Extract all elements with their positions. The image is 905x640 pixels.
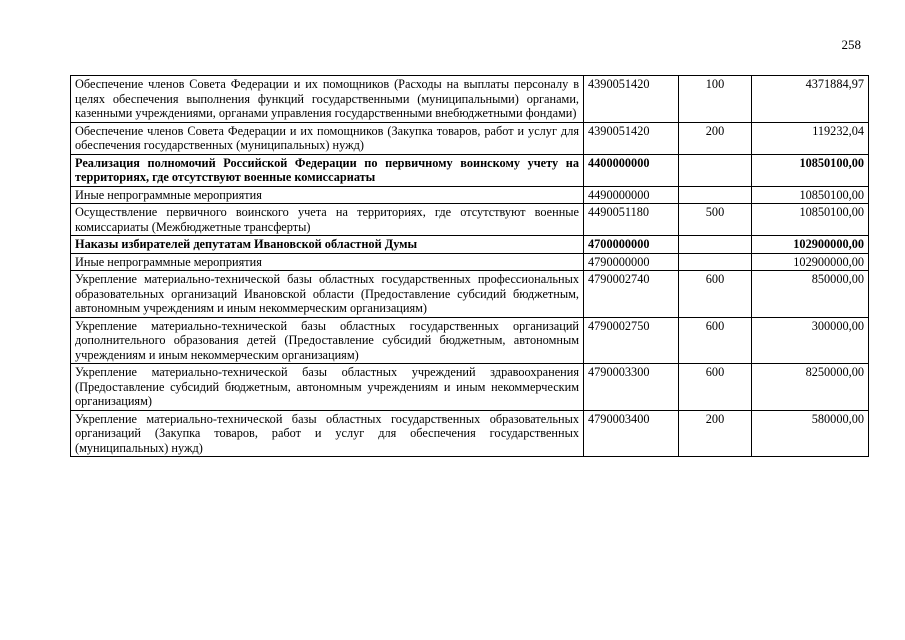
amount-cell: 8250000,00 — [752, 364, 869, 411]
expense-name-cell: Реализация полномочий Российской Федерации по первичному воинскому учету на территориях, где отсутствуют военные комиссариаты — [71, 154, 584, 186]
table-row — [71, 236, 869, 254]
expense-type-cell: 200 — [679, 122, 752, 154]
target-code-cell: 4790002740 — [584, 271, 679, 318]
expense-name-cell: Иные непрограммные мероприятия — [71, 253, 584, 271]
target-code-cell: 4390051420 — [584, 76, 679, 123]
expense-type-cell: 200 — [679, 410, 752, 457]
amount-cell: 102900000,00 — [752, 253, 869, 271]
table-row — [71, 410, 869, 457]
amount-cell: 300000,00 — [752, 317, 869, 364]
expense-name-cell: Обеспечение членов Совета Федерации и их помощников (Расходы на выплаты персоналу в целях обеспечения выполнения функций государственными (муниципальными) органами, казенными учреждениями, органами управления государственными внебюджетными фондами) — [71, 76, 584, 123]
expense-name-cell: Укрепление материально-технической базы областных государственных образовательных организаций (Закупка товаров, работ и услуг для обеспечения государственных (муниципальных) нужд) — [71, 410, 584, 457]
table-row — [71, 271, 869, 318]
expense-name-cell: Осуществление первичного воинского учета на территориях, где отсутствуют военные комиссариаты (Межбюджетные трансферты) — [71, 204, 584, 236]
table-row — [71, 154, 869, 186]
expense-type-cell — [679, 253, 752, 271]
amount-cell: 119232,04 — [752, 122, 869, 154]
budget-table — [70, 75, 869, 457]
expense-type-cell: 600 — [679, 317, 752, 364]
table-row — [71, 317, 869, 364]
amount-cell: 10850100,00 — [752, 186, 869, 204]
expense-name-cell: Иные непрограммные мероприятия — [71, 186, 584, 204]
amount-cell: 4371884,97 — [752, 76, 869, 123]
table-row — [71, 122, 869, 154]
expense-name-cell: Обеспечение членов Совета Федерации и их помощников (Закупка товаров, работ и услуг для обеспечения государственных (муниципальных) нужд) — [71, 122, 584, 154]
table-row — [71, 186, 869, 204]
target-code-cell: 4490000000 — [584, 186, 679, 204]
target-code-cell: 4390051420 — [584, 122, 679, 154]
amount-cell: 850000,00 — [752, 271, 869, 318]
amount-cell: 10850100,00 — [752, 204, 869, 236]
amount-cell: 580000,00 — [752, 410, 869, 457]
target-code-cell: 4790003300 — [584, 364, 679, 411]
target-code-cell: 4700000000 — [584, 236, 679, 254]
table-row — [71, 76, 869, 123]
table-row — [71, 204, 869, 236]
table-row — [71, 253, 869, 271]
expense-type-cell — [679, 154, 752, 186]
expense-type-cell — [679, 236, 752, 254]
expense-type-cell: 600 — [679, 364, 752, 411]
expense-name-cell: Укрепление материально-технической базы областных государственных профессиональных образовательных организаций Ивановской области (Предоставление субсидий бюджетным, автономным учреждениям и иным некоммерческим организациям) — [71, 271, 584, 318]
target-code-cell: 4790002750 — [584, 317, 679, 364]
expense-name-cell: Укрепление материально-технической базы областных государственных организаций дополнительного образования детей (Предоставление субсидий бюджетным, автономным учреждениям и иным некоммерческим организациям) — [71, 317, 584, 364]
target-code-cell: 4490051180 — [584, 204, 679, 236]
amount-cell: 10850100,00 — [752, 154, 869, 186]
expense-type-cell: 500 — [679, 204, 752, 236]
page-number: 258 — [841, 37, 861, 52]
expense-type-cell — [679, 186, 752, 204]
target-code-cell: 4790000000 — [584, 253, 679, 271]
expense-name-cell: Наказы избирателей депутатам Ивановской областной Думы — [71, 236, 584, 254]
expense-type-cell: 100 — [679, 76, 752, 123]
amount-cell: 102900000,00 — [752, 236, 869, 254]
target-code-cell: 4400000000 — [584, 154, 679, 186]
table-row — [71, 364, 869, 411]
budget-table-body — [71, 76, 869, 457]
expense-type-cell: 600 — [679, 271, 752, 318]
target-code-cell: 4790003400 — [584, 410, 679, 457]
expense-name-cell: Укрепление материально-технической базы областных учреждений здравоохранения (Предоставление субсидий бюджетным, автономным учреждениям и иным некоммерческим организациям) — [71, 364, 584, 411]
